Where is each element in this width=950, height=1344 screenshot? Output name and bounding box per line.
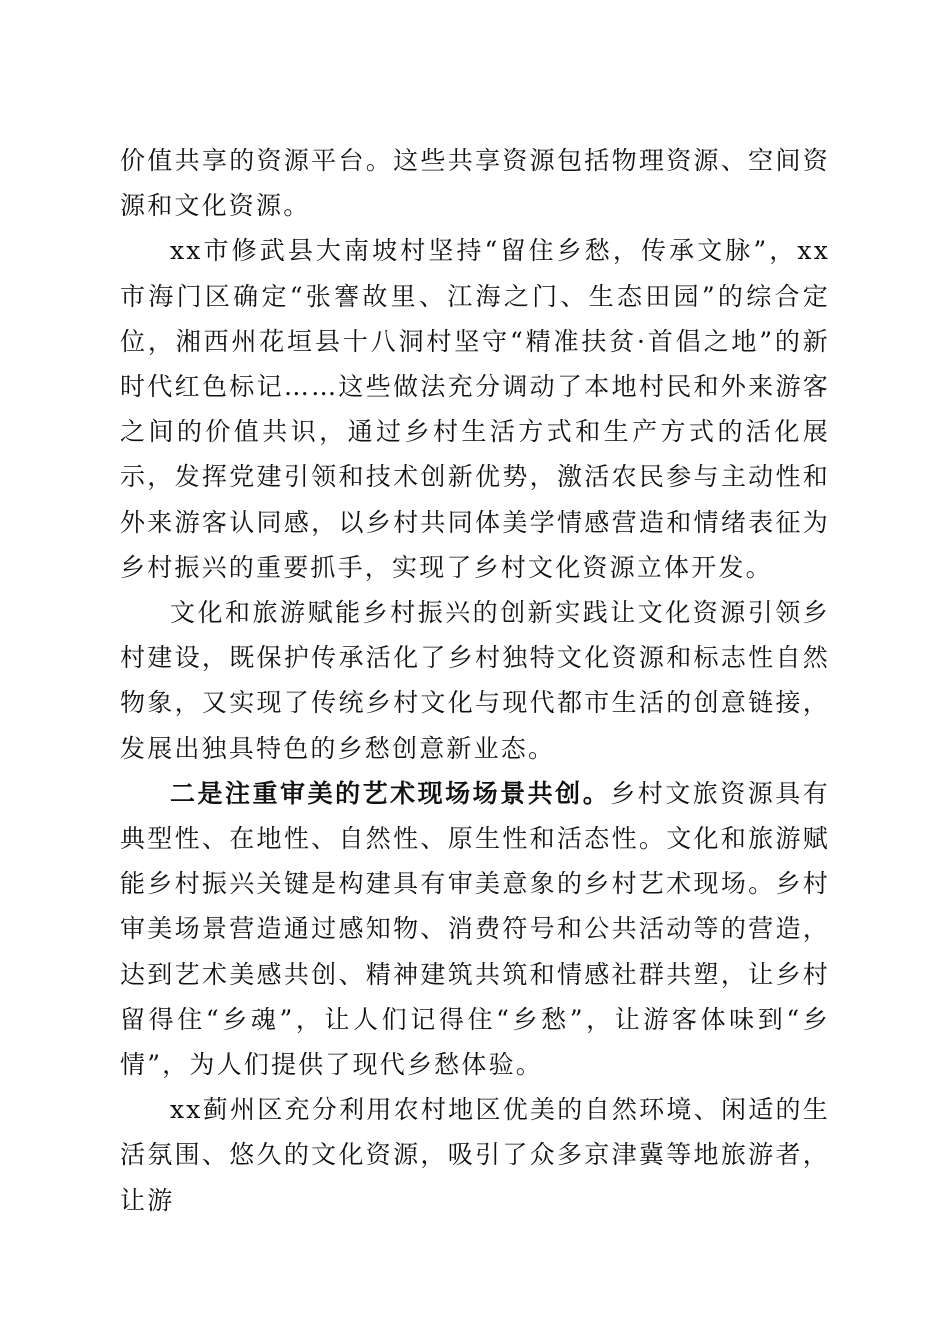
paragraph-innovation-practice: 文化和旅游赋能乡村振兴的创新实践让文化资源引领乡村建设，既保护传承活化了乡村独特文化资源和标志性自然物象，又实现了传统乡村文化与现代都市生活的创意链接，发展出独具特色的乡愁创意新业态。 xyxy=(120,598,830,763)
paragraph-lead-heading: 二是注重审美的艺术现场场景共创。 xyxy=(170,778,611,808)
paragraph-aesthetic-scene xyxy=(120,771,830,1087)
paragraph-village-examples: xx市修武县大南坡村坚持“留住乡愁，传承文脉”，xx市海门区确定“张謇故里、江海之门、生态田园”的综合定位，湘西州花垣县十八洞村坚守“精准扶贫·首倡之地”的新时代红色标记……这些做法充分调动了本地村民和外来游客之间的价值共识，通过乡村生活方式和生产方式的活化展示，发挥党建引领和技术创新优势，激活农民参与主动性和外来游客认同感，以乡村共同体美学情感营造和情绪表征为乡村振兴的重要抓手，实现了乡村文化资源立体开发。 xyxy=(120,236,830,582)
paragraph-jizhou-example: xx蓟州区充分利用农村地区优美的自然环境、闲适的生活氛围、悠久的文化资源，吸引了众多京津冀等地旅游者，让游 xyxy=(120,1095,830,1215)
document-body xyxy=(120,138,830,1223)
paragraph-aesthetic-text: 乡村文旅资源具有典型性、在地性、自然性、原生性和活态性。文化和旅游赋能乡村振兴关键是构建具有审美意象的乡村艺术现场。乡村审美场景营造通过感知物、消费符号和公共活动等的营造，达到艺术美感共创、精神建筑共筑和情感社群共塑，让乡村留得住“乡魂”，让人们记得住“乡愁”，让游客体味到“乡情”，为人们提供了现代乡愁体验。 xyxy=(120,778,830,1080)
paragraph-continuation: 价值共享的资源平台。这些共享资源包括物理资源、空间资源和文化资源。 xyxy=(120,146,830,221)
